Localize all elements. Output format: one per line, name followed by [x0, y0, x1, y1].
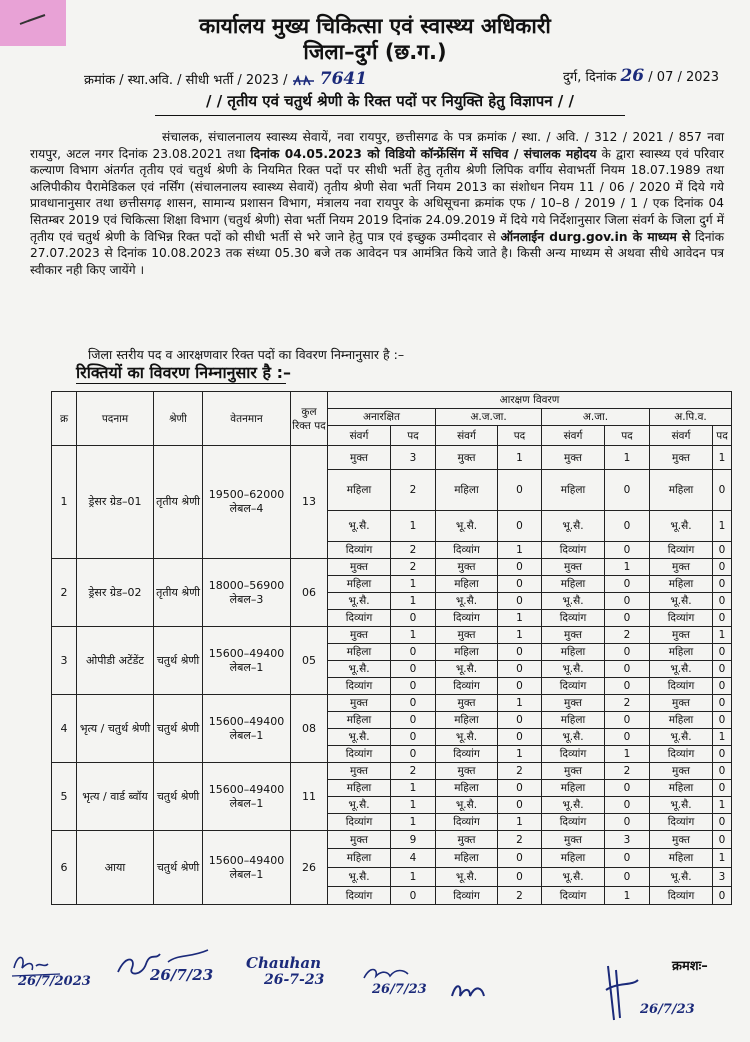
count-cell: 0 [391, 712, 436, 729]
cadre-cell: महिला [542, 712, 605, 729]
cadre-cell: भू.सै. [650, 729, 713, 746]
cadre-cell: दिव्यांग [542, 542, 605, 559]
count-cell: 0 [605, 610, 650, 627]
signature-scribble [448, 976, 508, 1006]
cadre-cell: भू.सै. [436, 797, 498, 814]
row-class: चतुर्थ श्रेणी [154, 763, 203, 831]
signature-area [0, 940, 750, 1042]
count-cell: 1 [498, 446, 542, 470]
cadre-cell: महिला [436, 780, 498, 797]
signature-1-date: 26/7/2023 [18, 974, 91, 989]
row-post: भृत्य / चतुर्थ श्रेणी [77, 695, 154, 763]
cadre-cell: भू.सै. [542, 729, 605, 746]
posts-header: पद [713, 426, 732, 446]
cadre-cell: दिव्यांग [542, 678, 605, 695]
count-cell: 0 [605, 712, 650, 729]
row-post: आया [77, 831, 154, 905]
cadre-cell: भू.सै. [542, 797, 605, 814]
count-cell: 0 [713, 559, 732, 576]
count-cell: 0 [713, 887, 732, 905]
count-cell: 0 [391, 678, 436, 695]
cadre-cell: दिव्यांग [436, 746, 498, 763]
reference-line [84, 69, 367, 89]
cadre-cell: दिव्यांग [328, 887, 391, 905]
table-row [52, 627, 732, 644]
count-cell: 1 [713, 446, 732, 470]
col-post: पदनाम [77, 392, 154, 446]
row-sno: 2 [52, 559, 77, 627]
cadre-header: संवर्ग [650, 426, 713, 446]
cadre-cell: मुक्त [650, 446, 713, 470]
cadre-cell: भू.सै. [436, 511, 498, 542]
row-sno: 1 [52, 446, 77, 559]
cadre-cell: भू.सै. [328, 797, 391, 814]
count-cell: 2 [391, 763, 436, 780]
row-pay: 18000–56900 लेबल–3 [203, 559, 291, 627]
row-pay: 15600–49400 लेबल–1 [203, 627, 291, 695]
cadre-header: संवर्ग [542, 426, 605, 446]
count-cell: 0 [605, 542, 650, 559]
cadre-cell: मुक्त [328, 763, 391, 780]
date-day: 26 [620, 66, 645, 86]
count-cell: 0 [605, 644, 650, 661]
signature-6-date: 26/7/23 [640, 1002, 695, 1017]
signature-4-date: 26/7/23 [372, 982, 427, 997]
count-cell: 1 [605, 446, 650, 470]
count-cell: 4 [391, 849, 436, 868]
count-cell: 0 [713, 593, 732, 610]
count-cell: 2 [391, 470, 436, 511]
cadre-cell: मुक्त [650, 559, 713, 576]
row-post: ड्रेसर ग्रेड–01 [77, 446, 154, 559]
count-cell: 1 [498, 695, 542, 712]
count-cell: 0 [498, 644, 542, 661]
count-cell: 1 [391, 780, 436, 797]
row-pay: 15600–49400 लेबल–1 [203, 695, 291, 763]
cadre-cell: मुक्त [328, 695, 391, 712]
count-cell: 0 [605, 511, 650, 542]
signature-2-date: 26/7/23 [150, 966, 214, 984]
date-line [563, 66, 719, 86]
count-cell: 0 [713, 831, 732, 849]
continued-label: क्रमशः– [672, 959, 708, 974]
count-cell: 0 [498, 678, 542, 695]
cadre-cell: दिव्यांग [436, 887, 498, 905]
count-cell: 0 [713, 780, 732, 797]
count-cell: 0 [498, 661, 542, 678]
date-rest: / 07 / 2023 [648, 70, 720, 85]
count-cell: 0 [391, 661, 436, 678]
posts-header: पद [498, 426, 542, 446]
group-header: अ.पि.व. [650, 409, 732, 426]
cadre-cell: भू.सै. [328, 593, 391, 610]
cadre-cell: भू.सै. [542, 661, 605, 678]
cadre-cell: मुक्त [650, 695, 713, 712]
count-cell: 2 [498, 763, 542, 780]
count-cell: 1 [391, 627, 436, 644]
cadre-cell: दिव्यांग [542, 887, 605, 905]
cadre-cell: दिव्यांग [650, 887, 713, 905]
count-cell: 1 [498, 814, 542, 831]
cadre-cell: महिला [328, 644, 391, 661]
row-sno: 5 [52, 763, 77, 831]
col-reservation: आरक्षण विवरण [328, 392, 732, 409]
cadre-cell: भू.सै. [650, 593, 713, 610]
row-sno: 6 [52, 831, 77, 905]
reference-prefix: क्रमांक / स्था.अवि. / सीधी भर्ती / 2023 / [84, 73, 288, 88]
cadre-cell: मुक्त [328, 831, 391, 849]
col-class: श्रेणी [154, 392, 203, 446]
subject-underline [155, 115, 625, 116]
count-cell: 1 [498, 627, 542, 644]
cadre-cell: भू.सै. [650, 797, 713, 814]
cadre-cell: दिव्यांग [328, 678, 391, 695]
count-cell: 0 [498, 576, 542, 593]
cadre-cell: दिव्यांग [436, 678, 498, 695]
row-total: 06 [291, 559, 328, 627]
cadre-cell: दिव्यांग [650, 610, 713, 627]
cadre-cell: भू.सै. [542, 511, 605, 542]
body-bold-1: दिनांक 04.05.2023 को विडियो कॉन्फ्रेंसिंग में सचिव / संचालक महोदय [250, 146, 597, 161]
cadre-cell: मुक्त [542, 446, 605, 470]
col-sno: क्र [52, 392, 77, 446]
signature-3-date: 26-7-23 [264, 972, 325, 988]
cadre-cell: महिला [542, 780, 605, 797]
cadre-cell: दिव्यांग [650, 814, 713, 831]
count-cell: 0 [605, 593, 650, 610]
cadre-cell: मुक्त [650, 831, 713, 849]
cadre-cell: दिव्यांग [328, 610, 391, 627]
district-level-line: जिला स्तरीय पद व आरक्षणवार रिक्त पदों का विवरण निम्नानुसार है :– [88, 347, 405, 362]
cadre-cell: भू.सै. [542, 593, 605, 610]
count-cell: 0 [498, 470, 542, 511]
cadre-cell: भू.सै. [436, 729, 498, 746]
table-row [52, 559, 732, 576]
row-pay: 19500–62000 लेबल–4 [203, 446, 291, 559]
cadre-cell: महिला [542, 849, 605, 868]
row-pay: 15600–49400 लेबल–1 [203, 831, 291, 905]
count-cell: 2 [605, 763, 650, 780]
count-cell: 0 [498, 868, 542, 887]
cadre-cell: दिव्यांग [650, 542, 713, 559]
count-cell: 2 [605, 627, 650, 644]
count-cell: 1 [713, 849, 732, 868]
reference-number: 7641 [319, 69, 368, 89]
row-pay: 15600–49400 लेबल–1 [203, 763, 291, 831]
count-cell: 2 [605, 695, 650, 712]
vacancy-table [51, 391, 732, 905]
count-cell: 0 [498, 780, 542, 797]
row-class: चतुर्थ श्रेणी [154, 831, 203, 905]
district-title: जिला–दुर्ग (छ.ग.) [303, 40, 447, 64]
row-post: ओपीडी अटेंडेंट [77, 627, 154, 695]
body-paragraph [30, 129, 724, 278]
table-row [52, 763, 732, 780]
count-cell: 0 [391, 644, 436, 661]
office-title: कार्यालय मुख्य चिकित्सा एवं स्वास्थ्य अधिकारी [199, 14, 551, 38]
cadre-cell: भू.सै. [436, 868, 498, 887]
cadre-cell: मुक्त [436, 446, 498, 470]
count-cell: 3 [713, 868, 732, 887]
count-cell: 1 [713, 511, 732, 542]
count-cell: 0 [391, 729, 436, 746]
row-class: चतुर्थ श्रेणी [154, 627, 203, 695]
count-cell: 1 [391, 797, 436, 814]
count-cell: 0 [713, 610, 732, 627]
count-cell: 0 [391, 695, 436, 712]
count-cell: 0 [605, 849, 650, 868]
count-cell: 1 [605, 746, 650, 763]
cadre-cell: दिव्यांग [650, 678, 713, 695]
cadre-cell: दिव्यांग [436, 610, 498, 627]
cadre-cell: भू.सै. [436, 593, 498, 610]
strike-mark [292, 75, 316, 87]
posts-header: पद [605, 426, 650, 446]
count-cell: 0 [498, 849, 542, 868]
count-cell: 0 [713, 695, 732, 712]
cadre-cell: दिव्यांग [542, 746, 605, 763]
cadre-cell: मुक्त [542, 559, 605, 576]
count-cell: 0 [713, 576, 732, 593]
cadre-cell: मुक्त [542, 695, 605, 712]
cadre-cell: भू.सै. [542, 868, 605, 887]
count-cell: 1 [391, 511, 436, 542]
count-cell: 0 [391, 887, 436, 905]
signature-1 [10, 946, 110, 996]
count-cell: 1 [498, 746, 542, 763]
count-cell: 0 [605, 729, 650, 746]
cadre-cell: दिव्यांग [436, 814, 498, 831]
count-cell: 0 [605, 797, 650, 814]
cadre-cell: दिव्यांग [650, 746, 713, 763]
count-cell: 1 [498, 542, 542, 559]
count-cell: 0 [605, 470, 650, 511]
row-sno: 4 [52, 695, 77, 763]
cadre-cell: मुक्त [542, 763, 605, 780]
count-cell: 0 [498, 559, 542, 576]
cadre-cell: मुक्त [328, 559, 391, 576]
count-cell: 0 [498, 593, 542, 610]
count-cell: 2 [498, 887, 542, 905]
count-cell: 0 [498, 511, 542, 542]
cadre-cell: महिला [436, 470, 498, 511]
cadre-cell: भू.सै. [328, 661, 391, 678]
cadre-cell: महिला [328, 470, 391, 511]
count-cell: 0 [713, 542, 732, 559]
signature-4 [360, 962, 440, 997]
count-cell: 1 [391, 814, 436, 831]
row-total: 05 [291, 627, 328, 695]
cadre-cell: महिला [542, 576, 605, 593]
count-cell: 0 [713, 678, 732, 695]
row-sno: 3 [52, 627, 77, 695]
row-class: तृतीय श्रेणी [154, 559, 203, 627]
cadre-cell: दिव्यांग [328, 542, 391, 559]
cadre-cell: महिला [328, 849, 391, 868]
count-cell: 9 [391, 831, 436, 849]
count-cell: 0 [605, 678, 650, 695]
cadre-cell: मुक्त [328, 627, 391, 644]
count-cell: 0 [713, 661, 732, 678]
cadre-cell: मुक्त [650, 627, 713, 644]
count-cell: 0 [605, 661, 650, 678]
group-header: अनारक्षित [328, 409, 436, 426]
table-row [52, 695, 732, 712]
body-part-2: के द्वारा स्वास्थ्य एवं परिवार कल्याण विभाग अंतर्गत तृतीय एवं चतुर्थ श्रेणी के नियमित रिक्त पदों पर सीधी भर्ती हेतु तृतीय श्रेणी लिपिक वर्गीय सेवाभर्ती नियम 18.07.1989 तथा अलिपीकीय पैरामेडिकल एवं नर्सिंग (संचालनालय स्वास्थ्य सेवायें) तृतीय श्रेणी सेवा भर्ती नियम 2013 का संशोधन नियम 11 / 06 / 2020 में दिये गये प्रावधानानुसार तथा छत्तीसगढ़ शासन, सामान्य प्रशासन विभाग, मंत्रालय नवा रायपुर के अधिसूचना क्रमांक एफ / 10–8 / 2019 / 1 / एक दिनांक 04 सितम्बर 2019 एवं चिकित्सा शिक्षा विभाग (चतुर्थ श्रेणी) सेवा भर्ती नियम 2019 दिनांक 24.09.2019 में दिये गये निर्देशानुसार जिला संवर्ग के जिला दुर्ग में तृतीय एवं चतुर्थ श्रेणी के विभिन्न रिक्त पदों को सीधी भर्ती से भरे जाने हेतु पात्र एवं इच्छुक उम्मीदवार से [30, 146, 724, 244]
cadre-cell: महिला [436, 644, 498, 661]
group-header: अ.ज.जा. [436, 409, 542, 426]
count-cell: 2 [498, 831, 542, 849]
cadre-cell: मुक्त [436, 695, 498, 712]
count-cell: 0 [713, 763, 732, 780]
cadre-cell: मुक्त [436, 627, 498, 644]
count-cell: 3 [605, 831, 650, 849]
count-cell: 1 [391, 576, 436, 593]
cadre-cell: दिव्यांग [542, 610, 605, 627]
count-cell: 0 [605, 780, 650, 797]
count-cell: 0 [605, 814, 650, 831]
group-header: अ.जा. [542, 409, 650, 426]
cadre-cell: मुक्त [328, 446, 391, 470]
col-pay: वेतनमान [203, 392, 291, 446]
cadre-cell: मुक्त [542, 831, 605, 849]
cadre-cell: भू.सै. [328, 868, 391, 887]
signature-3-name: Chauhan [246, 954, 321, 972]
cadre-cell: महिला [542, 644, 605, 661]
cadre-cell: भू.सै. [650, 661, 713, 678]
cadre-cell: भू.सै. [328, 729, 391, 746]
cadre-cell: भू.सै. [650, 868, 713, 887]
cadre-cell: महिला [650, 576, 713, 593]
count-cell: 0 [713, 644, 732, 661]
cadre-header: संवर्ग [436, 426, 498, 446]
date-prefix: दुर्ग, दिनांक [563, 70, 617, 85]
row-post: ड्रेसर ग्रेड–02 [77, 559, 154, 627]
count-cell: 1 [605, 559, 650, 576]
cadre-cell: भू.सै. [328, 511, 391, 542]
row-class: तृतीय श्रेणी [154, 446, 203, 559]
count-cell: 0 [713, 814, 732, 831]
row-total: 26 [291, 831, 328, 905]
count-cell: 0 [713, 712, 732, 729]
count-cell: 0 [713, 470, 732, 511]
signature-5 [448, 976, 508, 1010]
count-cell: 1 [391, 868, 436, 887]
row-total: 13 [291, 446, 328, 559]
cadre-cell: दिव्यांग [436, 542, 498, 559]
vacancy-heading: रिक्तियों का विवरण निम्नानुसार है :– [76, 363, 292, 382]
vacancy-table-body [52, 446, 732, 905]
row-total: 08 [291, 695, 328, 763]
cadre-cell: महिला [328, 712, 391, 729]
row-post: भृत्य / वार्ड ब्वॉय [77, 763, 154, 831]
cadre-cell: दिव्यांग [542, 814, 605, 831]
count-cell: 0 [605, 868, 650, 887]
count-cell: 1 [391, 593, 436, 610]
count-cell: 1 [498, 610, 542, 627]
count-cell: 2 [391, 542, 436, 559]
cadre-header: संवर्ग [328, 426, 391, 446]
cadre-cell: मुक्त [542, 627, 605, 644]
row-class: चतुर्थ श्रेणी [154, 695, 203, 763]
signature-3 [246, 954, 324, 988]
body-bold-2: ऑनलाईन durg.gov.in के माध्यम से [500, 229, 691, 244]
posts-header: पद [391, 426, 436, 446]
cadre-cell: दिव्यांग [328, 746, 391, 763]
cadre-cell: मुक्त [650, 763, 713, 780]
cadre-cell: महिला [436, 576, 498, 593]
cadre-cell: भू.सै. [650, 511, 713, 542]
count-cell: 0 [498, 729, 542, 746]
cadre-cell: महिला [650, 849, 713, 868]
body-part-1: संचालक, संचालनालय स्वास्थ्य सेवायें, नवा रायपुर, छत्तीसगढ के पत्र क्रमांक / स्था. / अवि. / 312 / 2021 / 857 नवा रायपुर, अटल नगर दिनांक 23.08.2021 तथा [30, 130, 724, 161]
count-cell: 0 [391, 610, 436, 627]
cadre-cell: मुक्त [436, 559, 498, 576]
count-cell: 0 [605, 576, 650, 593]
cadre-cell: दिव्यांग [328, 814, 391, 831]
count-cell: 0 [391, 746, 436, 763]
body-part-3: दिनांक 27.07.2023 से दिनांक 10.08.2023 तक संध्या 05.30 बजे तक आवेदन पत्र आमंत्रित किये जाते है। किसी अन्य माध्यम से अथवा सीधे आवेदन पत्र स्वीकार नही किए जायेंगे । [30, 229, 724, 277]
count-cell: 3 [391, 446, 436, 470]
cadre-cell: मुक्त [436, 763, 498, 780]
count-cell: 0 [498, 797, 542, 814]
count-cell: 1 [605, 887, 650, 905]
count-cell: 1 [713, 627, 732, 644]
cadre-cell: महिला [328, 576, 391, 593]
cadre-cell: महिला [650, 470, 713, 511]
count-cell: 2 [391, 559, 436, 576]
cadre-cell: महिला [650, 780, 713, 797]
signature-scribble [598, 960, 658, 1030]
cadre-cell: महिला [436, 712, 498, 729]
count-cell: 0 [498, 712, 542, 729]
vacancy-underline [76, 383, 286, 384]
cadre-cell: महिला [328, 780, 391, 797]
table-row [52, 446, 732, 470]
cadre-cell: महिला [650, 644, 713, 661]
subject-heading: / / तृतीय एवं चतुर्थ श्रेणी के रिक्त पदों पर नियुक्ति हेतु विज्ञापन / / [206, 92, 574, 110]
signature-2 [112, 940, 222, 1000]
cadre-cell: महिला [650, 712, 713, 729]
row-total: 11 [291, 763, 328, 831]
count-cell: 1 [713, 729, 732, 746]
count-cell: 1 [713, 797, 732, 814]
count-cell: 0 [713, 746, 732, 763]
col-total: कुल रिक्त पद [291, 392, 328, 446]
cadre-cell: महिला [436, 849, 498, 868]
cadre-cell: भू.सै. [436, 661, 498, 678]
table-row [52, 831, 732, 849]
cadre-cell: मुक्त [436, 831, 498, 849]
cadre-cell: महिला [542, 470, 605, 511]
